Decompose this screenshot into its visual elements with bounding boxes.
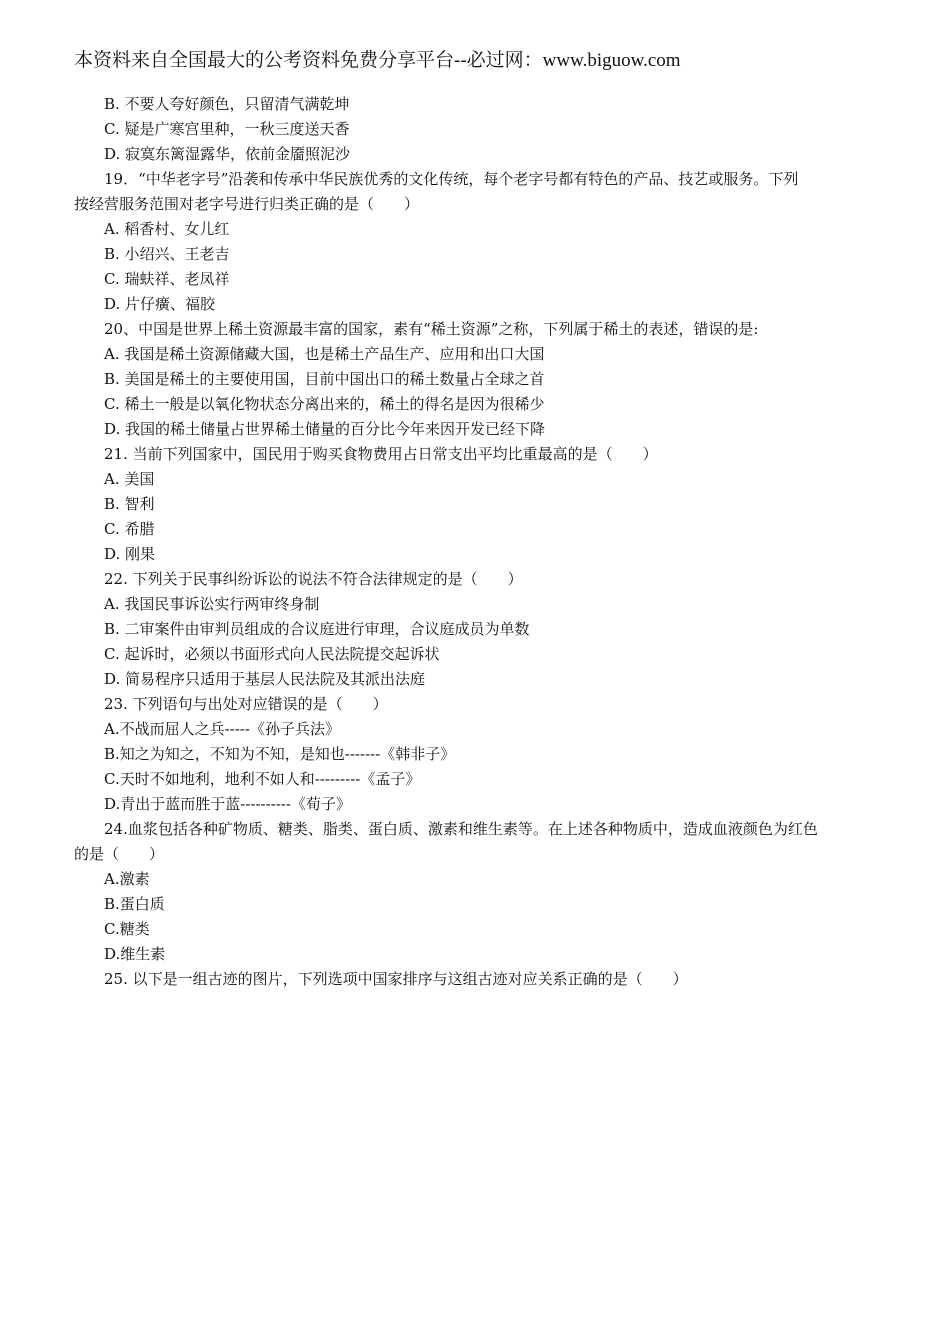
option-line: A. 我国民事诉讼实行两审终身制 — [104, 595, 320, 613]
question-line: 22. 下列关于民事纠纷诉讼的说法不符合法律规定的是（ ） — [104, 570, 523, 588]
option-line: B. 智利 — [104, 495, 155, 513]
question-line: 21. 当前下列国家中，国民用于购买食物费用占日常支出平均比重最高的是（ ） — [104, 445, 658, 463]
question-line: 25. 以下是一组古迹的图片，下列选项中国家排序与这组古迹对应关系正确的是（ ） — [104, 970, 688, 988]
option-line: A.激素 — [104, 870, 150, 888]
option-line: B. 小绍兴、王老吉 — [104, 245, 230, 263]
option-line: B.知之为知之，不知为不知，是知也-------《韩非子》 — [104, 745, 456, 763]
question-line: 24.血浆包括各种矿物质、糖类、脂类、蛋白质、激素和维生素等。在上述各种物质中，造成血液颜色为红色 — [104, 820, 818, 838]
option-line: D. 寂寞东篱湿露华，依前金靥照泥沙 — [104, 145, 351, 163]
question-line: 23. 下列语句与出处对应错误的是（ ） — [104, 695, 388, 713]
option-line: A. 稻香村、女儿红 — [104, 220, 230, 238]
question-line-continued: 按经营服务范围对老字号进行归类正确的是（ ） — [74, 195, 420, 213]
option-line: D. 片仔癀、福胶 — [104, 295, 216, 313]
option-line: C. 希腊 — [104, 520, 155, 538]
option-line: D.青出于蓝而胜于蓝----------《荀子》 — [104, 795, 351, 813]
option-line: D. 简易程序只适用于基层人民法院及其派出法庭 — [104, 670, 426, 688]
option-line: C. 疑是广寒宫里种，一秋三度送天香 — [104, 120, 350, 138]
document-body — [74, 92, 882, 992]
option-line: C.糖类 — [104, 920, 150, 938]
option-line: B. 美国是稀土的主要使用国，目前中国出口的稀土数量占全球之首 — [104, 370, 545, 388]
option-line: C. 瑞蚨祥、老凤祥 — [104, 270, 230, 288]
page-header: 本资料来自全国最大的公考资料免费分享平台--必过网：www.biguow.com — [74, 50, 681, 71]
option-line: B. 不要人夸好颜色，只留清气满乾坤 — [104, 95, 350, 113]
option-line: D.维生素 — [104, 945, 166, 963]
option-line: B.蛋白质 — [104, 895, 165, 913]
question-line-continued: 的是（ ） — [74, 845, 165, 863]
option-line: C. 起诉时，必须以书面形式向人民法院提交起诉状 — [104, 645, 440, 663]
option-line: C.天时不如地利，地利不如人和---------《孟子》 — [104, 770, 421, 788]
option-line: A.不战而屈人之兵-----《孙子兵法》 — [104, 720, 340, 738]
question-line: 19．“中华老字号”沿袭和传承中华民族优秀的文化传统，每个老字号都有特色的产品、技艺或服务。下列 — [104, 170, 799, 188]
option-line: A. 美国 — [104, 470, 155, 488]
question-line: 20、中国是世界上稀土资源最丰富的国家，素有“稀土资源”之称，下列属于稀土的表述，错误的是: — [104, 320, 759, 338]
option-line: D. 刚果 — [104, 545, 156, 563]
option-line: D. 我国的稀土储量占世界稀土储量的百分比今年来因开发已经下降 — [104, 420, 546, 438]
option-line: B. 二审案件由审判员组成的合议庭进行审理，合议庭成员为单数 — [104, 620, 530, 638]
option-line: C. 稀土一般是以氧化物状态分离出来的，稀土的得名是因为很稀少 — [104, 395, 545, 413]
option-line: A. 我国是稀土资源储藏大国，也是稀土产品生产、应用和出口大国 — [104, 345, 545, 363]
